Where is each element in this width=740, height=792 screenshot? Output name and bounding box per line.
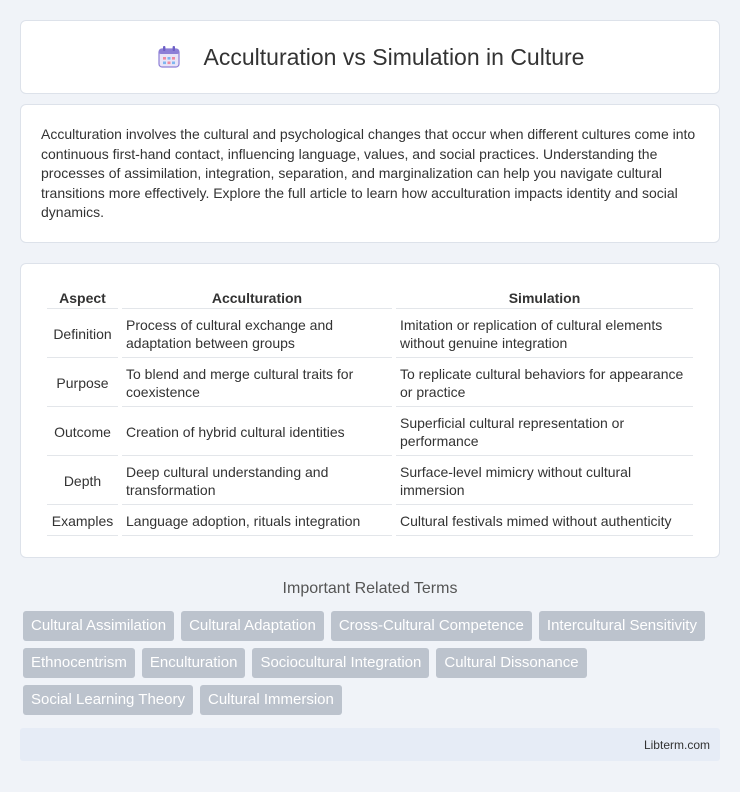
table-cell: Imitation or replication of cultural elements without genuine integration — [396, 311, 693, 358]
header-card — [20, 20, 720, 94]
tag-enculturation[interactable]: Enculturation — [142, 648, 246, 678]
related-terms-tags — [20, 611, 720, 715]
table-cell: Examples — [47, 507, 118, 536]
column-header-acculturation: Acculturation — [122, 287, 392, 309]
footer — [20, 728, 720, 761]
table-cell: Outcome — [47, 409, 118, 456]
table-cell: Depth — [47, 458, 118, 505]
column-header-aspect: Aspect — [47, 287, 118, 309]
table-row — [47, 507, 693, 536]
table-cell: Superficial cultural representation or performance — [396, 409, 693, 456]
table-cell: Deep cultural understanding and transformation — [122, 458, 392, 505]
table-header-row — [47, 287, 693, 309]
table-cell: Cultural festivals mimed without authenticity — [396, 507, 693, 536]
related-terms-section — [20, 580, 720, 715]
tag-social-learning-theory[interactable]: Social Learning Theory — [23, 685, 193, 715]
comparison-table — [43, 285, 697, 538]
table-cell: Process of cultural exchange and adaptation between groups — [122, 311, 392, 358]
tag-cultural-dissonance[interactable]: Cultural Dissonance — [436, 648, 586, 678]
table-cell: Creation of hybrid cultural identities — [122, 409, 392, 456]
tag-cultural-immersion[interactable]: Cultural Immersion — [200, 685, 342, 715]
related-terms-title: Important Related Terms — [282, 580, 458, 597]
table-row — [47, 409, 693, 456]
intro-text: Acculturation involves the cultural and psychological changes that occur when different cultures come into continuous first-hand contact, influencing language, values, and social practices. Understanding the processes of assimilation, integration, separation, and marginalization can help you navigate cultural transitions more effectively. Explore the full article to learn how acculturation impacts identity and social dynamics. — [41, 126, 696, 221]
tag-sociocultural-integration[interactable]: Sociocultural Integration — [252, 648, 429, 678]
tag-intercultural-sensitivity[interactable]: Intercultural Sensitivity — [539, 611, 705, 641]
table-cell: Purpose — [47, 360, 118, 407]
footer-brand-link[interactable]: Libterm.com — [643, 737, 710, 752]
calendar-icon — [156, 44, 182, 70]
column-header-simulation: Simulation — [396, 287, 693, 309]
table-cell: To blend and merge cultural traits for coexistence — [122, 360, 392, 407]
tag-cross-cultural-competence[interactable]: Cross-Cultural Competence — [331, 611, 532, 641]
table-cell: Surface-level mimicry without cultural immersion — [396, 458, 693, 505]
table-row — [47, 458, 693, 505]
tag-cultural-assimilation[interactable]: Cultural Assimilation — [23, 611, 174, 641]
page-title: Acculturation vs Simulation in Culture — [203, 43, 585, 70]
table-cell: To replicate cultural behaviors for appearance or practice — [396, 360, 693, 407]
tag-ethnocentrism[interactable]: Ethnocentrism — [23, 648, 135, 678]
table-row — [47, 311, 693, 358]
tag-cultural-adaptation[interactable]: Cultural Adaptation — [181, 611, 324, 641]
table-row — [47, 360, 693, 407]
table-cell: Definition — [47, 311, 118, 358]
intro-card — [20, 104, 720, 243]
comparison-card — [20, 263, 720, 558]
table-cell: Language adoption, rituals integration — [122, 507, 392, 536]
